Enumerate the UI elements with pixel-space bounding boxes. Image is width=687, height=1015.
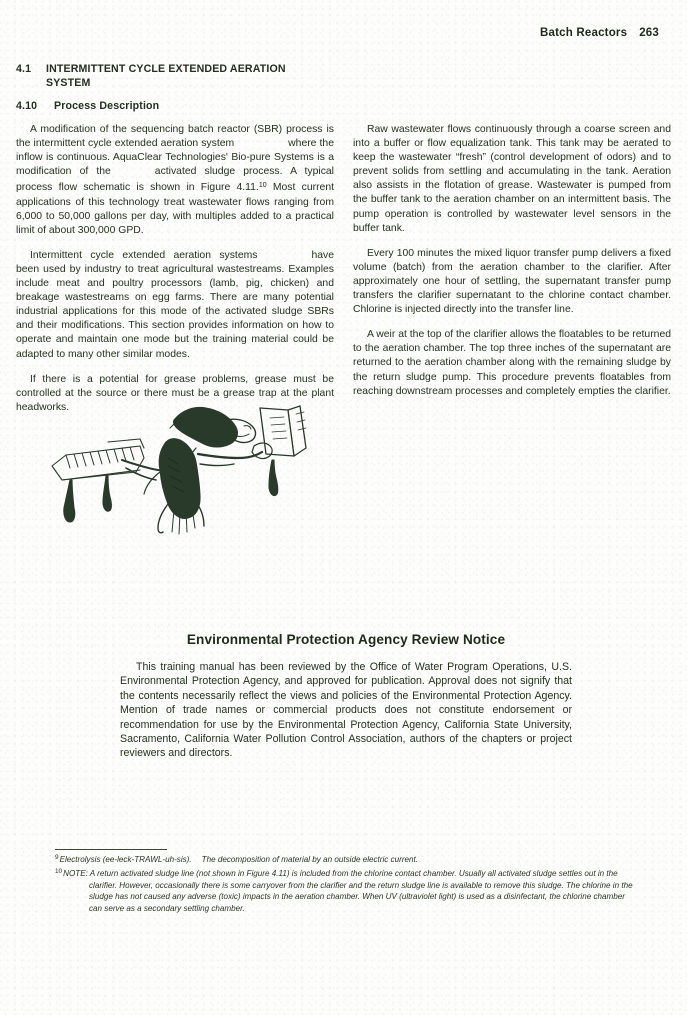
footnote-marker: 9 <box>55 854 59 861</box>
paragraph <box>16 123 334 238</box>
running-head-title: Batch Reactors <box>540 27 628 39</box>
footnote-9 <box>55 852 635 865</box>
paragraph-part: Most current applications of this technology treat wastewater flows ranging from 6,000 to 50,000 gallons per day, with multiples added to a practical limit of about 300,000 GPD. <box>16 182 334 236</box>
footnote-ref-10: 10 <box>258 182 267 190</box>
section-number: 4.1 <box>16 63 32 75</box>
footnotes-block <box>55 852 635 915</box>
epa-review-notice <box>120 632 572 761</box>
body-column-right <box>353 123 671 410</box>
footnote-10 <box>55 866 635 913</box>
paragraph: Raw wastewater flows continuously through a coarse screen and into a buffer or flow equalization tank. This tank may be aerated to keep the wastewater “fresh” (control development of odors) and to prevent solids from settling and accumulating in the tank. Aeration also assists in the flotation of grease. Wastewater is pumped from the buffer tank to the aeration chamber on an intermittent basis. The pump operation is controlled by wastewater level sensors in the buffer tank. <box>353 124 671 234</box>
paragraph-part: have been used by industry to treat agricultural wastestreams. Examples include meat and poultry processors (lamb, pig, chicken) and breakage wastestreams on egg farms. There are many potential industrial applications for this mode of the activated sludge SBRs and their modifications. This section provides information on how to operate and maintain one mode but the training material could be adapted to many other similar modes. <box>16 249 334 360</box>
section-title: INTERMITTENT CYCLE EXTENDED AERATION SYSTEM <box>46 63 286 89</box>
footnote-label: NOTE: <box>63 869 88 879</box>
notice-heading: Environmental Protection Agency Review Notice <box>186 632 506 647</box>
subsection-heading <box>16 100 159 112</box>
paragraph: A weir at the top of the clarifier allows the floatables to be returned to the aeration chamber. The top three inches of the supernatant are returned to the aeration chamber along with the remaining sludge by the return sludge pump. This procedure prevents floatables from reaching downstream processes and completely empties the clarifier. <box>353 329 671 397</box>
paragraph <box>16 249 334 362</box>
footnote-text: The decomposition of material by an outside electric current. <box>201 855 419 865</box>
footnote-marker: 10 <box>55 868 63 876</box>
paragraph-part: activated sludge process. A typical process flow schematic is shown in Figure 4.11. <box>16 166 334 194</box>
subsection-title: Process Description <box>54 100 160 112</box>
notice-body: This training manual has been reviewed by the Office of Water Program Operations, U.S. Environmental Protection Agency, and approved for publication. Approval does not signify that the contents necessarily reflect the views and policies of the Environmental Protection Agency. Mention of trade names or commercial products does not constitute endorsement or recommendation for use by the Environmental Protection Agency, California State University, Sacramento, California Water Pollution Control Association, authors of the chapters or project reviewers and directors. <box>120 661 572 760</box>
subsection-number: 4.10 <box>16 100 38 112</box>
cartoon-operator-with-book-and-comb <box>48 398 310 558</box>
body-column-left <box>16 123 334 426</box>
footnote-rule <box>55 849 167 850</box>
page-number: 263 <box>639 27 659 39</box>
paragraph-part: A modification of the sequencing batch reactor (SBR) process is the intermittent cycle extended aeration system <box>16 124 334 150</box>
paragraph: Every 100 minutes the mixed liquor transfer pump delivers a fixed volume (batch) from the aeration chamber to the clarifier. After approximately one hour of settling, the supernatant transfer pump transfers the clarifier supernatant to the chlorine contact chamber. Chlorine is injected directly into the transfer line. <box>353 247 671 316</box>
section-heading <box>16 62 346 90</box>
footnote-term: Electrolysis (ee-leck-TRAWL-uh-sis). <box>59 855 192 865</box>
paragraph: If there is a potential for grease problems, grease must be controlled at the source or there must be a grease trap at the plant headworks. <box>16 373 334 413</box>
paragraph-part: Intermittent cycle extended aeration systems <box>30 249 258 261</box>
running-head <box>540 27 659 39</box>
footnote-text: A return activated sludge line (not shown in Figure 4.11) is included from the chlorine contact chamber. Usually all activated sludge settles out in the clarifier. However, occasionally there is some carryover from the clarifier and the return sludge line is available to remove this sludge. The chlorine in the sludge has not caused any adverse (toxic) impacts in the aeration chamber. When UV (ultraviolet light) is used as a disinfectant, the chlorine chamber can serve as a secondary settling chamber. <box>89 869 633 913</box>
paragraph-part: where the inflow is continuous. AquaClear Technologies' Bio-pure Systems is a modification of the <box>16 138 334 178</box>
